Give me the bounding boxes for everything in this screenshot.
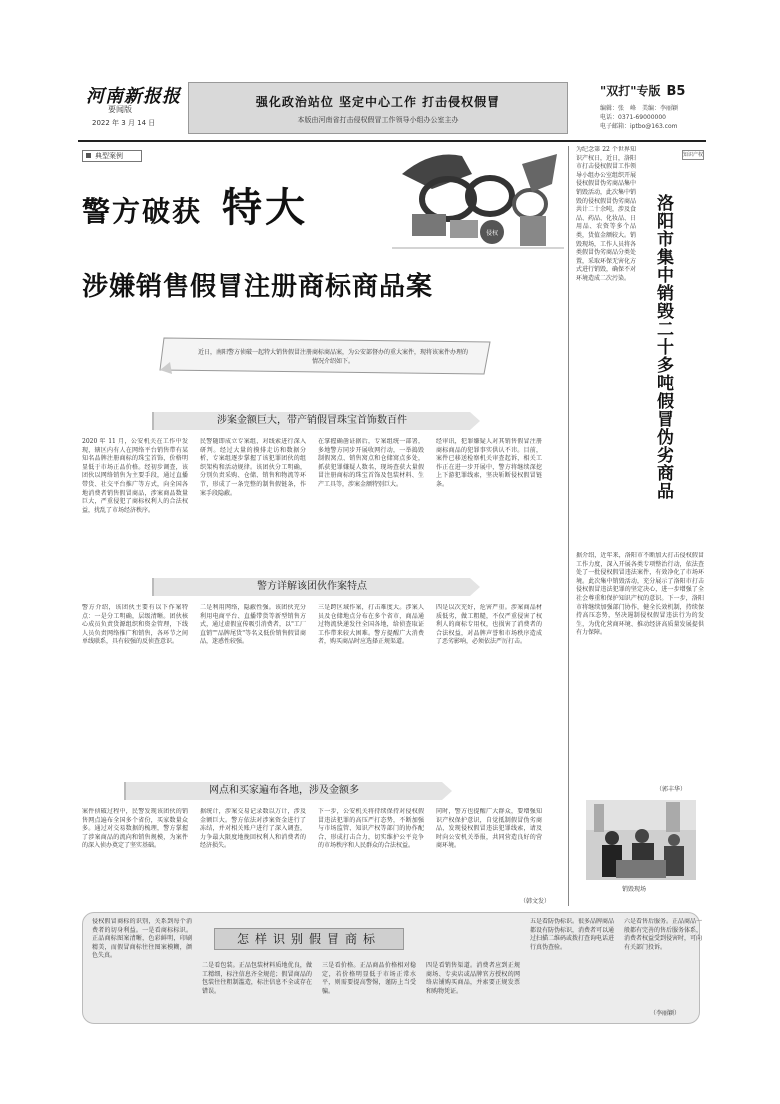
column-divider: [568, 146, 569, 906]
text-column: 经审讯，犯罪嫌疑人对其销售假冒注册商标商品的犯罪事实供认不讳。目前，案件已移送检察机关审查起诉，相关工作正在进一步开展中，警方将继续深挖上下游犯罪线索，坚决斩断侵权假冒链条。: [436, 438, 542, 488]
page-banner: [188, 82, 568, 134]
banner-slogan: 强化政治站位 坚定中心工作 打击侵权假冒: [255, 95, 501, 109]
sidebar-headline: 洛阳市集中销毁二十多吨假冒伪劣商品: [653, 194, 673, 500]
editor-info: [600, 104, 678, 131]
tips-column: 四是看销售渠道。消费者应到正规商场、专卖店或品牌官方授权的网络店铺购买商品，并索要正规发票和购物凭证。: [426, 962, 520, 995]
tips-byline: （李丽颖）: [650, 1010, 681, 1017]
cartoon-illustration: [392, 144, 564, 254]
sidebar-tag: 知识产权: [683, 152, 704, 158]
section-columns: [82, 438, 542, 556]
page-number: B5: [666, 84, 686, 99]
svg-text:侵权: 侵权: [485, 230, 499, 237]
headline-part-2: 特大: [222, 185, 308, 231]
text-column: 据统计，涉案交易记录数以万计，涉及金额巨大。警方依法对涉案资金进行了冻结，并对相关账户进行了深入调查，力争最大限度地挽回权利人和消费者的经济损失。: [200, 808, 306, 850]
section-name: "双打"专版: [600, 84, 661, 98]
text-column: 2020 年 11 月，公安机关在工作中发现，辖区内有人在网络平台销售带有某知名品牌注册商标的珠宝首饰，价格明显低于市场正品价格。经初步调查，该团伙以网络销售为主要手段，通过直播带货、社交平台推广等方式，向全国各地消费者销售假冒商品，涉案商品数量巨大，严重侵犯了商标权利人的合法权益，扰乱了市场经济秩序。: [82, 438, 188, 514]
text-column: 案件侦破过程中，民警发现该团伙的销售网点遍布全国多个省份，买家数量众多。通过对交易数据的梳理，警方掌握了涉案商品的流向和销售规模，为案件的深入侦办奠定了坚实基础。: [82, 808, 188, 850]
tips-column: 三是看价格。正品商品价格相对稳定，若价格明显低于市场正常水平，则需要提高警惕，谨防上当受骗。: [322, 962, 416, 995]
text-column: 同时，警方也提醒广大群众，要增强知识产权保护意识，自觉抵制假冒伪劣商品，发现侵权假冒违法犯罪线索，请及时向公安机关举报，共同营造良好的营商环境。: [436, 808, 542, 850]
article-tag: 典型案例: [82, 150, 142, 162]
text-column: 二是利用网络，隐蔽性强。该团伙充分利用电商平台、直播带货等新型销售方式，通过虚假宣传吸引消费者，以"工厂直销""品牌尾货"等名义低价销售假冒商品，迷惑性较强。: [200, 604, 306, 646]
section-columns: [82, 808, 542, 894]
publication-date: 2022 年 3 月 14 日: [92, 119, 156, 127]
sidebar-body-text: 据介绍，近年来，洛阳市不断加大打击侵权假冒工作力度，深入开展各类专项整治行动，依法查处了一批侵权假冒违法案件，有效净化了市场环境。此次集中销毁活动，充分展示了洛阳市打击侵权假冒违法犯罪的坚定决心，进一步增强了全社会尊重和保护知识产权的意识。下一步，洛阳市将继续加强部门协作，健全长效机制，持续保持高压态势，坚决遏制侵权假冒违法行为的发生，为优化营商环境、推动经济高质量发展提供有力保障。: [576, 552, 704, 637]
photo-caption: 销毁现场: [622, 886, 647, 893]
text-column: 三是跨区域作案，打击难度大。涉案人员及仓储地点分布在多个省市，商品通过物流快递发往全国各地，给侦查取证工作带来较大困难。警方提醒广大消费者，购买商品时应选择正规渠道。: [318, 604, 424, 646]
text-column: 在掌握确凿证据后，专案组统一部署，多地警方同步开展收网行动，一举捣毁制假窝点、销售窝点和仓储窝点多处，抓获犯罪嫌疑人数名，现场查获大量假冒注册商标的珠宝首饰及包装材料、生产工具等，涉案金额特别巨大。: [318, 438, 424, 488]
tips-column: 二是看包装。正品包装材料质地优良，做工精细，标注信息齐全规范；假冒商品的包装往往粗制滥造，标注信息不全或存在错误。: [202, 962, 312, 995]
article-byline: （韩文发）: [520, 898, 551, 905]
section-heading: 警方详解该团伙作案特点: [152, 578, 470, 596]
banner-sponsor: 本版由河南省打击侵权假冒工作领导小组办公室主办: [297, 116, 459, 124]
text-column: 民警随即成立专案组，对线索进行深入研判。经过大量的摸排走访和数据分析，专案组逐步掌握了该犯罪团伙的组织架构和活动规律。该团伙分工明确，分别负责采购、仓储、销售和物流等环节，形成了一条完整的制售假链条，作案手段隐蔽。: [200, 438, 306, 497]
section-heading: 网点和买家遍布各地，涉及金额多: [124, 782, 442, 800]
headline-part-1: 警方破获: [82, 195, 203, 228]
edition-label: 要闻版: [108, 105, 132, 114]
masthead: [78, 78, 706, 138]
tips-column: 侵权假冒商标的识别，关系到每个消费者的切身利益。一是看商标标识。正品商标图案清晰，色彩鲜明，印刷精美，而假冒商标往往图案模糊，颜色失真。: [92, 918, 192, 960]
headline-part-3: 涉嫌销售假冒注册商标商品案: [82, 272, 434, 302]
tips-column: 五是看防伪标识。很多品牌商品都设有防伪标识，消费者可以通过扫描二维码或拨打查询电话进行真伪查验。: [530, 918, 614, 951]
page-label: [600, 82, 685, 99]
sidebar-narrow-text: 为纪念第 22 个世界知识产权日，近日，洛阳市打击侵权假冒工作领导小组办公室组织开展侵权假冒伪劣商品集中销毁活动，此次集中销毁的侵权假冒伪劣商品共计二十余吨，涉及食品、药品、化妆品、日用品、农资等多个品类，货值金额较大。销毁现场，工作人员将各类假冒伪劣商品分类处置，采取环保无害化方式进行销毁，确保不对环境造成二次污染。: [576, 146, 636, 282]
lead-paragraph: 近日，南阳警方侦破一起特大销售假冒注册商标商品案，为公安部督办的重大案件，现将该案件办理的情况介绍如下。: [198, 349, 469, 365]
section-columns: [82, 604, 542, 770]
tips-heading: 怎样识别假冒商标: [214, 928, 404, 950]
sidebar-byline: （郭丰华）: [656, 786, 687, 793]
newspaper-logo: 河南新报报: [86, 86, 181, 107]
masthead-divider: [78, 140, 706, 142]
text-column: 下一步，公安机关将持续保持对侵权假冒违法犯罪的高压严打态势，不断加强与市场监管、知识产权等部门的协作配合，形成打击合力，切实维护公平竞争的市场秩序和人民群众的合法权益。: [318, 808, 424, 850]
editor-line: 电子邮箱：iptbo@163.com: [600, 123, 678, 130]
editor-line: 电话：0371-69000000: [600, 114, 666, 121]
text-column: 警方介绍，该团伙主要有以下作案特点：一是分工明确，层级清晰。团伙核心成员负责货源组织和资金管理，下线人员负责网络推广和销售，各环节之间单线联系，具有较强的反侦查意识。: [82, 604, 188, 646]
news-photo: [586, 800, 696, 880]
section-heading: 涉案金额巨大，带产销假冒珠宝首饰数百件: [152, 412, 470, 430]
tips-column: 六是看售后服务。正品商品一般都有完善的售后服务体系，消费者权益受到侵害时，可向有关部门投诉。: [624, 918, 702, 951]
text-column: 四是以次充好，危害严重。涉案商品材质低劣，做工粗糙，不仅严重侵害了权利人的商标专用权，也损害了消费者的合法权益，对品牌声誉和市场秩序造成了恶劣影响，必须依法严厉打击。: [436, 604, 542, 646]
editor-line: 编辑：张 峰 美编：李丽颖: [600, 105, 679, 112]
